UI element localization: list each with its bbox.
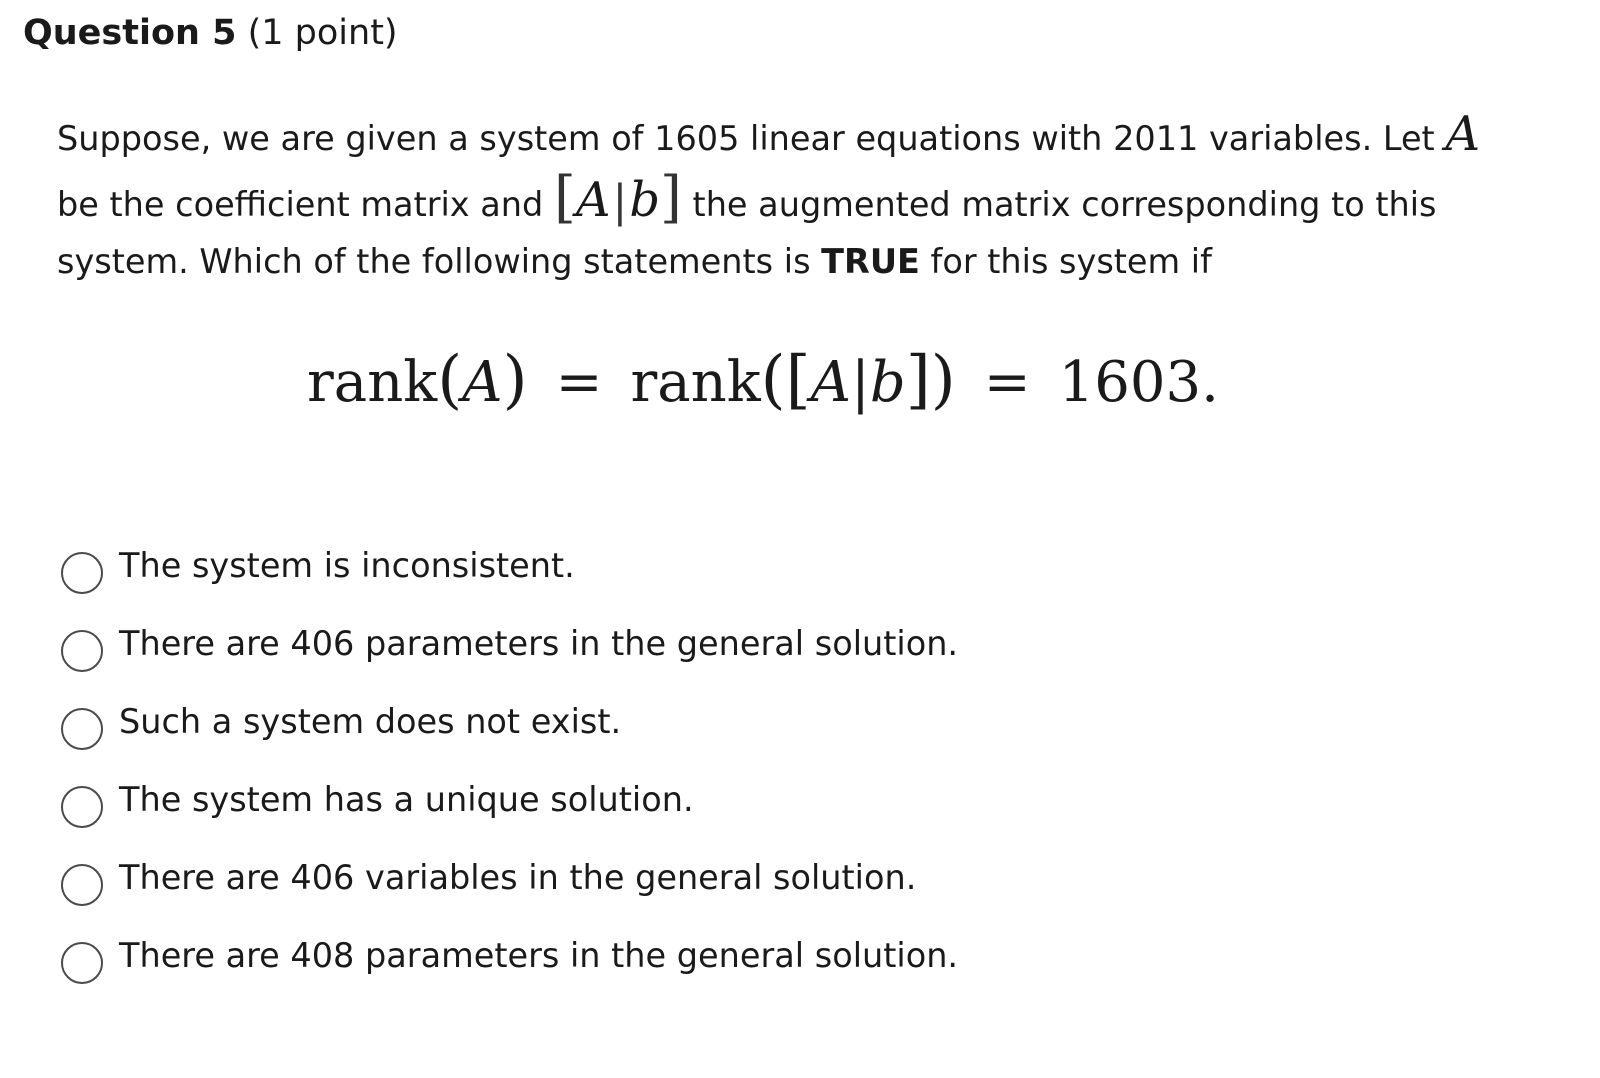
left-paren: ( [437, 343, 463, 417]
answer-options [61, 527, 958, 995]
radio-button[interactable] [61, 630, 103, 672]
answer-option[interactable] [61, 683, 958, 761]
radio-button[interactable] [61, 708, 103, 750]
question-number: Question 5 [23, 13, 237, 53]
emphasis-true: TRUE [821, 242, 920, 281]
augment-bar: | [612, 176, 628, 227]
option-label[interactable]: There are 406 parameters in the general solution. [119, 624, 959, 663]
question-text: be the coefficient matrix and [57, 185, 554, 224]
question-header [23, 8, 398, 58]
equals-sign: = [555, 350, 603, 415]
answer-option[interactable] [61, 527, 958, 605]
math-variable-A: A [810, 350, 852, 415]
option-label[interactable]: There are 408 parameters in the general solution. [119, 936, 959, 975]
radio-button[interactable] [61, 552, 103, 594]
question-text-line-1 [57, 102, 1527, 166]
math-variable-A: A [575, 172, 611, 228]
augment-bar: | [851, 350, 870, 415]
option-label[interactable]: There are 406 variables in the general solution. [119, 858, 917, 897]
option-label[interactable]: Such a system does not exist. [119, 702, 622, 741]
right-bracket: ] [660, 165, 682, 230]
radio-button[interactable] [61, 864, 103, 906]
rank-function: rank [307, 350, 438, 415]
question-body [57, 102, 1527, 294]
left-bracket: [ [553, 165, 576, 230]
radio-button[interactable] [61, 942, 103, 984]
option-label[interactable]: The system has a unique solution. [119, 780, 694, 819]
rank-equation [0, 340, 1526, 423]
answer-option[interactable] [61, 605, 958, 683]
question-text-line-3 [57, 230, 1527, 294]
answer-option[interactable] [61, 761, 958, 839]
math-variable-b: b [629, 172, 661, 228]
right-bracket: ] [905, 343, 931, 417]
question-points: (1 point) [247, 13, 398, 53]
rank-function: rank [630, 350, 761, 415]
question-text: Suppose, we are given a system of 1605 linear equations with 2011 variables. Let [57, 119, 1446, 158]
left-bracket: [ [785, 343, 811, 417]
question-text: for this system if [919, 242, 1212, 281]
left-paren: ( [760, 343, 786, 417]
option-label[interactable]: The system is inconsistent. [119, 546, 575, 585]
right-paren: ) [502, 343, 528, 417]
rank-value: 1603. [1058, 350, 1219, 415]
math-variable-b: b [869, 350, 906, 415]
math-variable-A: A [462, 350, 503, 415]
question-text: system. Which of the following statements is [57, 242, 822, 281]
question-text-line-2 [57, 166, 1527, 230]
question-text: the augmented matrix corresponding to this [681, 185, 1437, 224]
answer-option[interactable] [61, 839, 958, 917]
radio-button[interactable] [61, 786, 103, 828]
equals-sign: = [983, 350, 1031, 415]
answer-option[interactable] [61, 917, 958, 995]
right-paren: ) [930, 343, 956, 417]
math-variable-A: A [1445, 106, 1481, 162]
